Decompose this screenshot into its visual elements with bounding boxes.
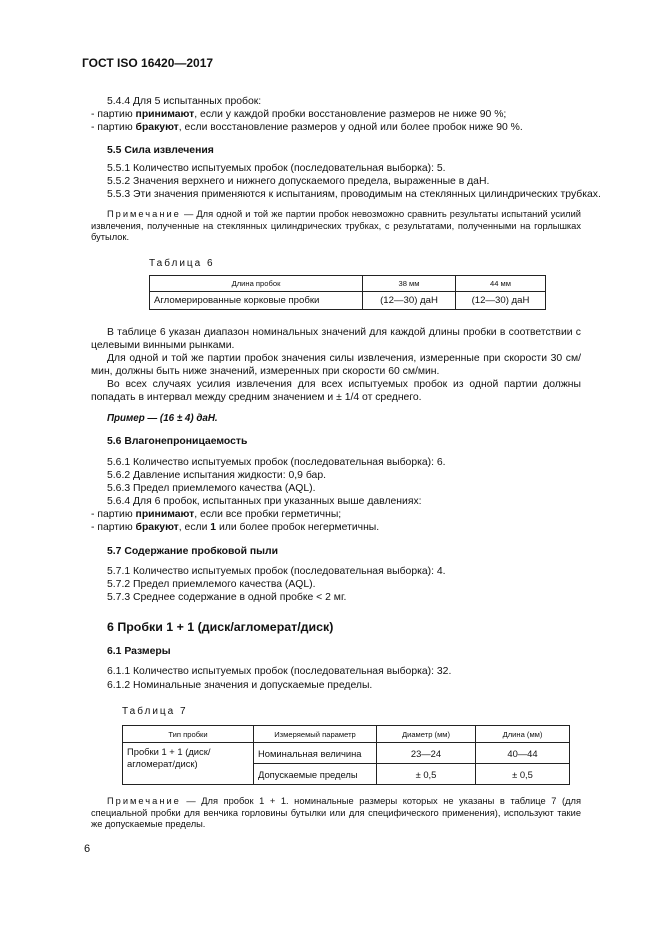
clause-5-4-4: 5.4.4 Для 5 испытанных пробок: bbox=[107, 96, 262, 107]
clause-6-1-1: 6.1.1 Количество испытуемых пробок (последовательная выборка): 32. bbox=[107, 666, 452, 677]
table-7-cell: ± 0,5 bbox=[476, 764, 570, 785]
accept-condition: - партию принимают, если все пробки герметичны; bbox=[91, 509, 342, 520]
table-6-cell: Агломерированные корковые пробки bbox=[150, 292, 363, 310]
table-7-header: Диаметр (мм) bbox=[377, 726, 476, 743]
table-row bbox=[150, 292, 546, 310]
page-number: 6 bbox=[84, 843, 91, 855]
clause-5-6-1: 5.6.1 Количество испытуемых пробок (последовательная выборка): 6. bbox=[107, 457, 446, 468]
table-6-cell: (12—30) даН bbox=[363, 292, 456, 310]
section-5-5-title: 5.5 Сила извлечения bbox=[107, 145, 214, 156]
note-table-7: Примечание — Для пробок 1 + 1. номинальные размеры которых не указаны в таблице 7 (для специальной пробки для венчика горловины бутылки или для специфического применения), используют такие же допускаемые пределы. bbox=[91, 796, 581, 829]
clause-5-6-4: 5.6.4 Для 6 пробок, испытанных при указанных выше давлениях: bbox=[107, 496, 422, 507]
reject-condition: - партию бракуют, если 1 или более пробок негерметичны. bbox=[91, 522, 380, 533]
paragraph: В таблице 6 указан диапазон номинальных значений для каждой длины пробки в соответствии с целевыми винными рынками. bbox=[91, 327, 581, 351]
clause-5-5-3: 5.5.3 Эти значения применяются к испытаниям, проводимым на стеклянных цилиндрических трубках. bbox=[107, 189, 601, 200]
clause-5-5-1: 5.5.1 Количество испытуемых пробок (последовательная выборка): 5. bbox=[107, 163, 446, 174]
table-6-cell: (12—30) даН bbox=[456, 292, 546, 310]
clause-5-7-2: 5.7.2 Предел приемлемого качества (AQL). bbox=[107, 579, 316, 590]
paragraph: Во всех случаях усилия извлечения для всех испытуемых пробок из одной партии должны попадать в интервал между средним значением и ± 1/4 от среднего. bbox=[91, 379, 581, 403]
clause-5-7-3: 5.7.3 Среднее содержание в одной пробке < 2 мг. bbox=[107, 592, 347, 603]
paragraph: Для одной и той же партии пробок значения силы извлечения, измеренные при скорости 30 см/мин, должны быть ниже значений, измеренных при скорости 60 см/мин. bbox=[91, 353, 581, 377]
table-7-cell: 23—24 bbox=[377, 743, 476, 764]
section-5-7-title: 5.7 Содержание пробковой пыли bbox=[107, 546, 279, 557]
table-7-cell: Номинальная величина bbox=[254, 743, 377, 764]
table-6-header: 44 мм bbox=[456, 276, 546, 292]
table-6-caption: Таблица 6 bbox=[149, 258, 215, 269]
table-7-caption: Таблица 7 bbox=[122, 706, 188, 717]
table-7-cell: ± 0,5 bbox=[377, 764, 476, 785]
table-6 bbox=[149, 275, 546, 310]
table-7-cell: Пробки 1 + 1 (диск/агломерат/диск) bbox=[123, 743, 254, 785]
clause-5-7-1: 5.7.1 Количество испытуемых пробок (последовательная выборка): 4. bbox=[107, 566, 446, 577]
clause-6-1-2: 6.1.2 Номинальные значения и допускаемые пределы. bbox=[107, 680, 373, 691]
section-5-6-title: 5.6 Влагонепроницаемость bbox=[107, 436, 248, 447]
document-header: ГОСТ ISO 16420—2017 bbox=[82, 56, 214, 70]
accept-condition: - партию принимают, если у каждой пробки восстановление размеров не ниже 90 %; bbox=[91, 109, 507, 120]
table-7-header: Измеряемый параметр bbox=[254, 726, 377, 743]
table-6-header: Длина пробок bbox=[150, 276, 363, 292]
reject-condition: - партию бракуют, если восстановление размеров у одной или более пробок ниже 90 %. bbox=[91, 122, 523, 133]
table-6-header: 38 мм bbox=[363, 276, 456, 292]
example: Пример — (16 ± 4) даН. bbox=[107, 413, 218, 424]
note-5-5: Примечание — Для одной и той же партии пробок невозможно сравнить результаты испытаний усилий извлечения, полученные на стеклянных цилиндрических трубках, с результатами, полученными на горлышках бутылок. bbox=[91, 209, 581, 242]
clause-5-6-3: 5.6.3 Предел приемлемого качества (AQL). bbox=[107, 483, 316, 494]
table-7-header: Тип пробки bbox=[123, 726, 254, 743]
section-6-1-title: 6.1 Размеры bbox=[107, 646, 171, 657]
clause-5-6-2: 5.6.2 Давление испытания жидкости: 0,9 бар. bbox=[107, 470, 326, 481]
table-row bbox=[123, 743, 570, 764]
table-7-cell: Допускаемые пределы bbox=[254, 764, 377, 785]
table-7 bbox=[122, 725, 570, 785]
section-6-title: 6 Пробки 1 + 1 (диск/агломерат/диск) bbox=[107, 620, 334, 634]
clause-5-5-2: 5.5.2 Значения верхнего и нижнего допускаемого предела, выраженные в даН. bbox=[107, 176, 490, 187]
table-7-cell: 40—44 bbox=[476, 743, 570, 764]
table-7-header: Длина (мм) bbox=[476, 726, 570, 743]
